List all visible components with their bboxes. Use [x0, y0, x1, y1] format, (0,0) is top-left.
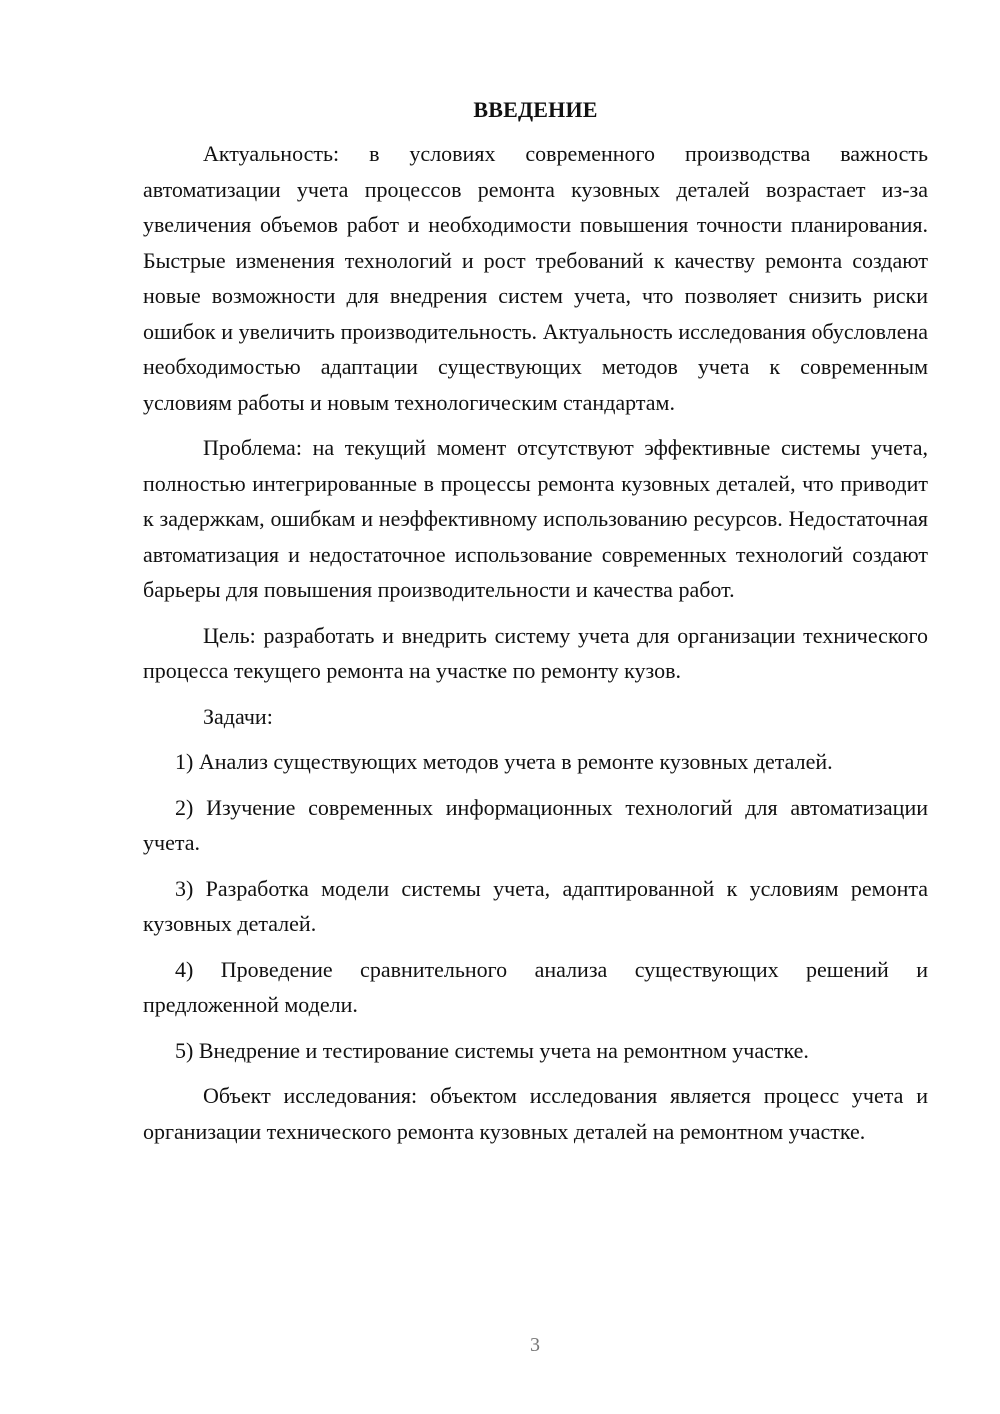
task-item-1: 1) Анализ существующих методов учета в ремонте кузовных деталей.: [175, 749, 833, 774]
task-item-5: 5) Внедрение и тестирование системы учета на ремонтном участке.: [175, 1037, 809, 1063]
task-item-2: 2) Изучение современных информационных технологий для автоматизации учета.: [143, 794, 928, 855]
paragraph-object: Объект исследования: объектом исследования является процесс учета и организации технического ремонта кузовных деталей на ремонтном участке.: [143, 1083, 928, 1144]
paragraph-tasks-label: Задачи:: [203, 703, 273, 729]
task-item-4: 4) Проведение сравнительного анализа существующих решений и предложенной модели.: [143, 956, 928, 1017]
paragraph-goal: Цель: разработать и внедрить систему учета для организации технического процесса текущего ремонта на участке по ремонту кузов.: [143, 622, 928, 683]
task-item-3: 3) Разработка модели системы учета, адаптированной к условиям ремонта кузовных деталей.: [143, 875, 928, 936]
document-heading: ВВЕДЕНИЕ: [473, 97, 598, 122]
page-number: 3: [530, 1334, 540, 1356]
paragraph-problem: Проблема: на текущий момент отсутствуют эффективные системы учета, полностью интегрированные в процессы ремонта кузовных деталей, что приводит к задержкам, ошибкам и неэффективному использованию ресурсов. Недостаточная автоматизация и недостаточное использование современных технологий создают барьеры для повышения производительности и качества работ.: [143, 435, 928, 602]
document-body: [143, 94, 928, 1159]
paragraph-relevance: Актуальность: в условиях современного производства важность автоматизации учета процессов ремонта кузовных деталей возрастает из-за увеличения объемов работ и необходимости повышения точности планирования. Быстрые изменения технологий и рост требований к качеству ремонта создают новые возможности для внедрения систем учета, что позволяет снизить риски ошибок и увеличить производительность. Актуальность исследования обусловлена необходимостью адаптации существующих методов учета к современным условиям работы и новым технологическим стандартам.: [143, 141, 928, 415]
